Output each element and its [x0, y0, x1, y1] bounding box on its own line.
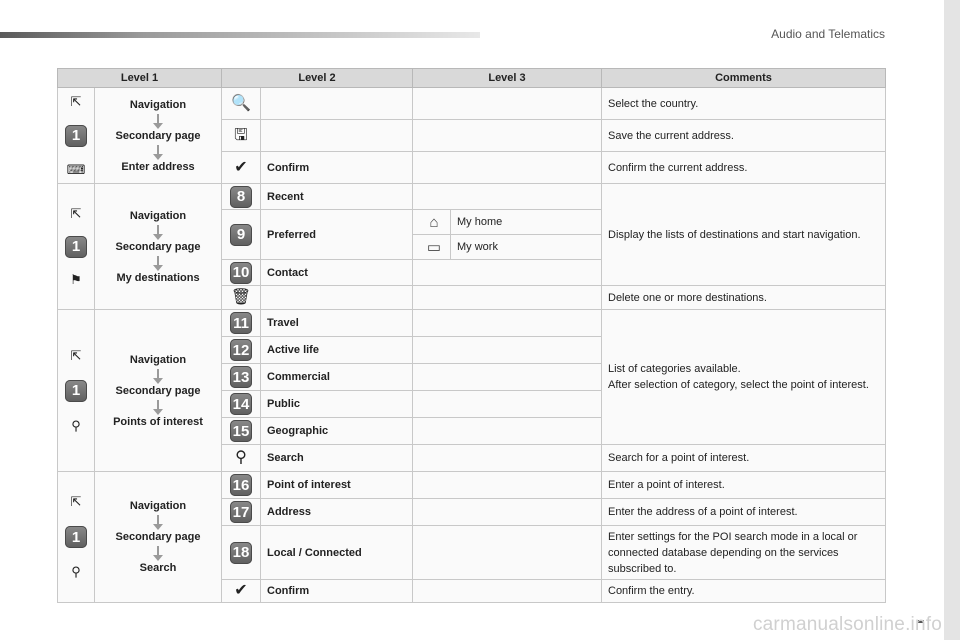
level2-label: Recent	[261, 184, 413, 210]
down-arrow-icon	[157, 256, 159, 268]
badge-16: 16	[230, 474, 252, 496]
level3-cell	[413, 184, 602, 210]
comment-cell: Enter the address of a point of interest.	[602, 499, 886, 526]
level3-cell	[413, 445, 602, 472]
level3-cell	[413, 286, 602, 310]
level3-cell	[413, 580, 602, 603]
trash-icon: 🗑	[230, 288, 252, 306]
level2-label: Point of interest	[261, 472, 413, 499]
down-arrow-icon	[157, 145, 159, 157]
table-row	[58, 184, 886, 210]
step-navigation: Navigation	[129, 98, 187, 111]
level2-label: Preferred	[261, 210, 413, 260]
step-secondary-page: Secondary page	[115, 531, 201, 543]
level3-cell	[413, 310, 602, 337]
checkered-flag-icon: ⚑	[70, 271, 82, 287]
level2-icon	[222, 391, 261, 418]
comment-cell: Search for a point of interest.	[602, 445, 886, 472]
level1-path	[95, 472, 222, 603]
down-arrow-icon	[157, 369, 159, 381]
level2-label: Contact	[261, 260, 413, 286]
briefcase-icon: ▭	[426, 239, 442, 256]
col-header-level3: Level 3	[413, 69, 602, 88]
level2-icon	[222, 210, 261, 260]
level3-label: My work	[451, 235, 602, 260]
navigation-arrow-icon: ⇱	[70, 205, 82, 221]
navigation-arrow-icon: ⇱	[70, 347, 82, 363]
level3-cell	[413, 120, 602, 152]
table-row	[58, 310, 886, 337]
step-points-of-interest: Points of interest	[113, 415, 203, 428]
step-enter-address: Enter address	[121, 160, 195, 173]
level2-icon	[222, 260, 261, 286]
level3-cell	[413, 472, 602, 499]
level3-label: My home	[451, 210, 602, 235]
level3-cell	[413, 364, 602, 391]
level2-icon	[222, 152, 261, 184]
level1-icons	[58, 88, 95, 184]
step-search: Search	[139, 562, 177, 574]
comment-line: After selection of category, select the point of interest.	[608, 379, 869, 391]
badge-1: 1	[65, 125, 87, 147]
checkmark-icon: ✔	[234, 158, 248, 176]
level1-path	[95, 310, 222, 472]
level2-label: Address	[261, 499, 413, 526]
level2-label: Local / Connected	[261, 526, 413, 580]
comment-cell: Enter settings for the POI search mode in a local or connected database depending on the services subscribed to.	[602, 526, 886, 580]
keyboard-icon: ⌨	[66, 161, 86, 177]
comment-cell: Confirm the current address.	[602, 152, 886, 184]
badge-1: 1	[65, 236, 87, 258]
table-row	[58, 88, 886, 120]
level2-label: Travel	[261, 310, 413, 337]
magnifier-icon: ⚲	[235, 449, 247, 466]
menu-table	[57, 68, 886, 603]
level2-label	[261, 286, 413, 310]
level2-icon	[222, 337, 261, 364]
level2-icon	[222, 499, 261, 526]
level3-cell	[413, 499, 602, 526]
level3-cell	[413, 418, 602, 445]
comment-cell	[602, 310, 886, 445]
level3-cell	[413, 391, 602, 418]
level2-label: Active life	[261, 337, 413, 364]
level1-icons	[58, 310, 95, 472]
step-my-destinations: My destinations	[116, 271, 200, 284]
level2-icon	[222, 445, 261, 472]
step-navigation: Navigation	[129, 500, 187, 512]
step-navigation: Navigation	[129, 353, 187, 366]
level2-label: Public	[261, 391, 413, 418]
comment-cell: Display the lists of destinations and start navigation.	[602, 184, 886, 286]
level2-label: Confirm	[261, 152, 413, 184]
level1-path	[95, 184, 222, 310]
level2-icon	[222, 526, 261, 580]
level2-label: Geographic	[261, 418, 413, 445]
home-icon: ⌂	[429, 213, 439, 231]
page-edge-strip	[944, 0, 960, 640]
comment-cell: Save the current address.	[602, 120, 886, 152]
navigation-arrow-icon: ⇱	[70, 93, 82, 109]
badge-15: 15	[230, 420, 252, 442]
badge-8: 8	[230, 186, 252, 208]
level3-icon	[413, 235, 451, 260]
comment-cell: Confirm the entry.	[602, 580, 886, 603]
level2-label	[261, 120, 413, 152]
watermark: carmanualsonline.info	[752, 614, 942, 635]
section-title: Audio and Telematics	[771, 27, 885, 41]
level1-icons	[58, 472, 95, 603]
badge-11: 11	[230, 312, 252, 334]
level2-icon	[222, 88, 261, 120]
search-abc-icon: ⚲	[71, 564, 81, 579]
level3-cell	[413, 337, 602, 364]
down-arrow-icon	[157, 515, 159, 527]
level3-cell	[413, 260, 602, 286]
table-header-row	[58, 69, 886, 88]
badge-12: 12	[230, 339, 252, 361]
col-header-level2: Level 2	[222, 69, 413, 88]
table-row	[58, 472, 886, 499]
level2-icon	[222, 472, 261, 499]
level2-label	[261, 88, 413, 120]
down-arrow-icon	[157, 546, 159, 558]
level2-icon	[222, 310, 261, 337]
step-secondary-page: Secondary page	[115, 129, 201, 142]
header-gradient-bar	[0, 32, 480, 38]
down-arrow-icon	[157, 114, 159, 126]
comment-line: List of categories available.	[608, 363, 741, 375]
badge-18: 18	[230, 542, 252, 564]
badge-1: 1	[65, 526, 87, 548]
level1-icons	[58, 184, 95, 310]
step-secondary-page: Secondary page	[115, 240, 201, 253]
level3-icon	[413, 210, 451, 235]
down-arrow-icon	[157, 400, 159, 412]
navigation-arrow-icon: ⇱	[70, 494, 82, 509]
level2-label: Search	[261, 445, 413, 472]
level2-label: Commercial	[261, 364, 413, 391]
badge-10: 10	[230, 262, 252, 284]
level2-label: Confirm	[261, 580, 413, 603]
badge-9: 9	[230, 224, 252, 246]
level2-icon	[222, 580, 261, 603]
badge-1: 1	[65, 380, 87, 402]
col-header-comments: Comments	[602, 69, 886, 88]
level3-cell	[413, 152, 602, 184]
step-navigation: Navigation	[129, 209, 187, 222]
level2-icon	[222, 418, 261, 445]
level1-path	[95, 88, 222, 184]
level3-cell	[413, 526, 602, 580]
globe-search-icon: 🔍	[231, 94, 251, 112]
level2-icon	[222, 120, 261, 152]
checkmark-icon: ✔	[234, 582, 248, 599]
level3-cell	[413, 88, 602, 120]
down-arrow-icon	[157, 225, 159, 237]
comment-cell: Delete one or more destinations.	[602, 286, 886, 310]
level2-icon	[222, 184, 261, 210]
col-header-level1: Level 1	[58, 69, 222, 88]
save-icon: 🖫	[234, 126, 248, 144]
badge-17: 17	[230, 501, 252, 523]
badge-13: 13	[230, 366, 252, 388]
badge-14: 14	[230, 393, 252, 415]
poi-pin-icon: ⚲	[71, 417, 81, 433]
level2-icon	[222, 364, 261, 391]
step-secondary-page: Secondary page	[115, 384, 201, 397]
comment-cell: Enter a point of interest.	[602, 472, 886, 499]
level2-icon	[222, 286, 261, 310]
comment-cell: Select the country.	[602, 88, 886, 120]
